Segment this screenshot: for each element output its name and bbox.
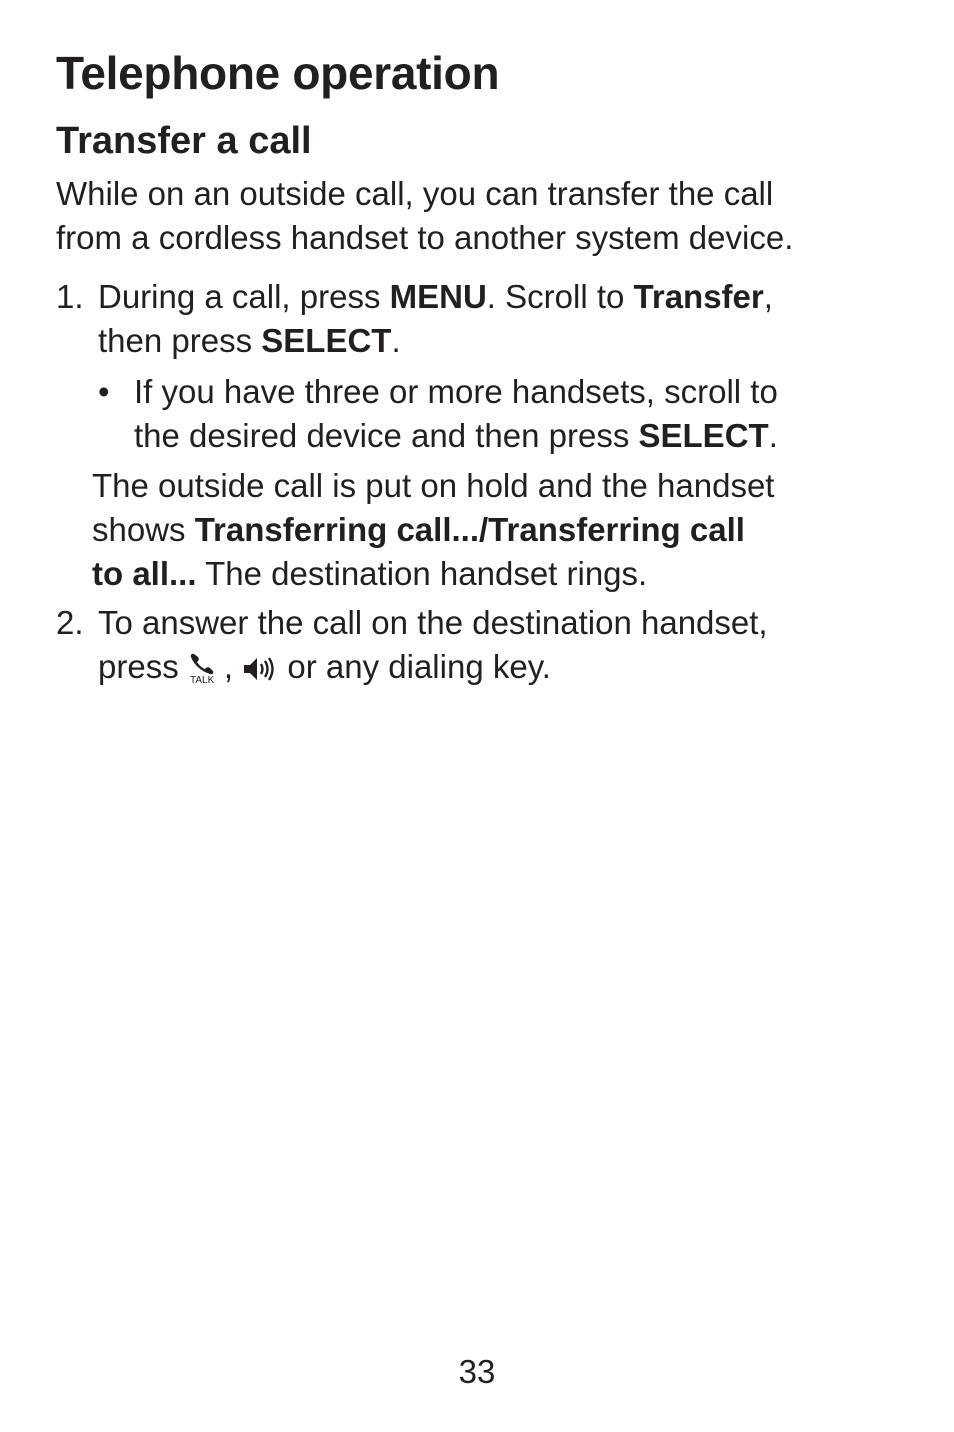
result-line [92, 552, 774, 596]
intro-line: While on an outside call, you can transfer the call [56, 175, 774, 212]
text-run: the desired device and then press [134, 417, 639, 454]
step-2-text [98, 601, 768, 689]
result-paragraph [92, 464, 774, 596]
text-run: shows [92, 511, 195, 548]
text-run: or any dialing key. [278, 648, 551, 685]
step-number: 1. [56, 278, 84, 315]
text-run: , [223, 648, 243, 685]
bullet-line: If you have three or more handsets, scroll to [134, 373, 778, 410]
bullet-text [134, 370, 778, 458]
bullet-dot: • [98, 373, 110, 410]
text-run: During a call, press [98, 278, 390, 315]
bullet-line [134, 414, 778, 458]
speaker-icon [242, 654, 278, 684]
key-transfer: Transfer [633, 278, 764, 315]
screen-message: Transferring call.../Transferring call [194, 511, 745, 548]
text-run: . Scroll to [486, 278, 634, 315]
intro-paragraph [56, 172, 793, 260]
step-2-line: To answer the call on the destination handset, [98, 604, 768, 641]
key-select: SELECT [638, 417, 769, 454]
step-number: 2. [56, 604, 84, 641]
step-1-line [98, 275, 773, 319]
step-1-line [98, 319, 773, 363]
key-menu: MENU [389, 278, 487, 315]
text-run: The destination handset rings. [196, 555, 648, 592]
page-title: Telephone operation [56, 47, 500, 99]
section-title: Transfer a call [56, 120, 312, 162]
text-run: , [763, 278, 773, 315]
screen-message: to all... [92, 555, 197, 592]
text-run: press [98, 648, 188, 685]
key-select: SELECT [261, 322, 392, 359]
step-2-line [98, 645, 768, 689]
text-run: . [768, 417, 778, 454]
text-run: then press [98, 322, 262, 359]
step-1-text [98, 275, 773, 363]
result-line [92, 508, 774, 552]
talk-phone-icon [188, 652, 224, 684]
intro-line: from a cordless handset to another system device. [56, 219, 794, 256]
page-number: 33 [458, 1353, 496, 1390]
text-run: . [391, 322, 401, 359]
result-line: The outside call is put on hold and the handset [92, 467, 775, 504]
talk-label: TALK [189, 675, 215, 684]
